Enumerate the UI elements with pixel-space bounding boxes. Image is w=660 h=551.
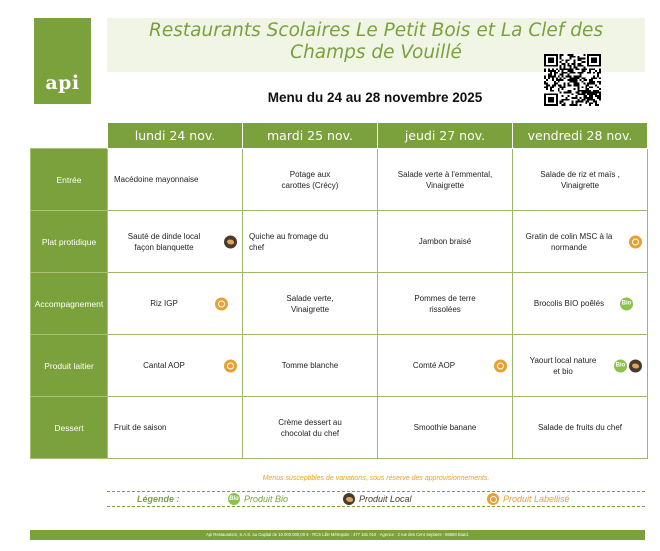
badges: [224, 359, 237, 372]
dish-text: Gratin de colin MSC à la normande: [525, 231, 613, 252]
label-product-icon: [224, 359, 237, 372]
dish-text: Yaourt local nature et bio: [529, 355, 597, 376]
logo-text: api: [45, 72, 80, 94]
api-logo: [34, 18, 91, 104]
menu-cell: [108, 273, 243, 335]
menu-cell: [108, 149, 243, 211]
menu-row-plat-protidique: [31, 211, 648, 273]
bio-product-icon: Bio: [614, 359, 627, 372]
menu-cell: [243, 397, 378, 459]
day-header: vendredi 28 nov.: [513, 123, 648, 149]
menu-cell: [108, 397, 243, 459]
menu-cell: [513, 397, 648, 459]
badges: [614, 359, 642, 372]
menu-cell: [243, 335, 378, 397]
dish-text: Tomme blanche: [281, 361, 339, 370]
day-header: jeudi 27 nov.: [378, 123, 513, 149]
dish-text: Potage aux carottes (Crécy): [281, 169, 339, 190]
badges: [224, 235, 237, 248]
corner-cell: [31, 123, 108, 149]
dish-text: Comté AOP: [412, 361, 456, 370]
row-label: Plat protidique: [31, 211, 108, 273]
menu-cell: [108, 211, 243, 273]
menu-cell: [243, 149, 378, 211]
legend-label: Produit Local: [359, 494, 412, 504]
bio-product-icon: Bio: [228, 493, 240, 505]
dish-text: Brocolis BIO poêlés: [533, 299, 605, 308]
menu-period: Menu du 24 au 28 novembre 2025: [267, 90, 483, 105]
row-label: Accompagnement: [31, 273, 108, 335]
menu-cell: [513, 211, 648, 273]
menu-cell: [378, 211, 513, 273]
legend-item-local: [343, 493, 412, 505]
dish-text: Salade de riz et maïs , Vinaigrette: [540, 169, 620, 190]
dish-text: Salade verte à l'emmental, Vinaigrette: [397, 169, 493, 190]
label-product-icon: [215, 297, 228, 310]
legend-label: Produit Labellisé: [503, 494, 570, 504]
day-header: lundi 24 nov.: [108, 123, 243, 149]
dish-text: Cantal AOP: [143, 361, 185, 370]
dish-text: Salade verte, Vinaigrette: [286, 293, 334, 314]
day-header: mardi 25 nov.: [243, 123, 378, 149]
local-product-icon: [224, 235, 237, 248]
qr-code-icon[interactable]: [544, 54, 601, 106]
label-product-icon: [494, 359, 507, 372]
legend-label: Produit Bio: [244, 494, 289, 504]
legal-footer: Api Restauration, S.A.S. au Capital de 10.000.000,00 € - RCS Lille Métropole : 477 181 010 - Agence : 2 rue des Cent Septiers - 86580 Biard.: [30, 530, 645, 540]
dish-text: Crème dessert au chocolat du chef: [278, 417, 342, 438]
label-product-icon: [487, 493, 499, 505]
menu-cell: [513, 273, 648, 335]
dish-text: Macédoine mayonnaise: [114, 175, 199, 184]
badges: [629, 235, 642, 248]
title-line-2: Champs de Vouillé: [290, 42, 462, 63]
menu-cell: [378, 397, 513, 459]
menu-cell: [378, 149, 513, 211]
legend-item-bio: [228, 493, 288, 505]
menu-cell: [108, 335, 243, 397]
dish-text: Pommes de terre rissolées: [414, 293, 476, 314]
dish-text: Jambon braisé: [418, 237, 472, 246]
row-label: Dessert: [31, 397, 108, 459]
badges: [620, 297, 633, 310]
menu-row-entree: [31, 149, 648, 211]
dish-text: Fruit de saison: [114, 423, 167, 432]
legend-item-label: [487, 493, 570, 505]
row-label: Produit laitier: [31, 335, 108, 397]
dish-text: Sauté de dinde local façon blanquette: [127, 231, 201, 252]
badges: [215, 297, 228, 310]
day-header-row: [31, 123, 648, 149]
legend-title: Légende :: [137, 494, 180, 504]
menu-table: [30, 122, 648, 459]
menu-cell: [243, 211, 378, 273]
bio-product-icon: Bio: [620, 297, 633, 310]
availability-note: Menus susceptibles de variations, sous réserve des approvisionnements.: [262, 475, 490, 482]
dish-text: Riz IGP: [150, 299, 178, 308]
menu-cell: [513, 149, 648, 211]
local-product-icon: [629, 359, 642, 372]
title-line-1: Restaurants Scolaires Le Petit Bois et La Clef des: [149, 20, 603, 41]
badges: [494, 359, 507, 372]
label-product-icon: [629, 235, 642, 248]
dish-text: Smoothie banane: [413, 423, 477, 432]
row-label: Entrée: [31, 149, 108, 211]
menu-cell: [378, 273, 513, 335]
menu-cell: [378, 335, 513, 397]
legend: [107, 491, 645, 507]
menu-cell: [513, 335, 648, 397]
dish-text: Salade de fruits du chef: [537, 423, 623, 432]
local-product-icon: [343, 493, 355, 505]
menu-row-dessert: [31, 397, 648, 459]
menu-cell: [243, 273, 378, 335]
dish-text: Quiche au fromage du chef: [249, 231, 329, 252]
menu-row-produit-laitier: [31, 335, 648, 397]
menu-row-accompagnement: [31, 273, 648, 335]
